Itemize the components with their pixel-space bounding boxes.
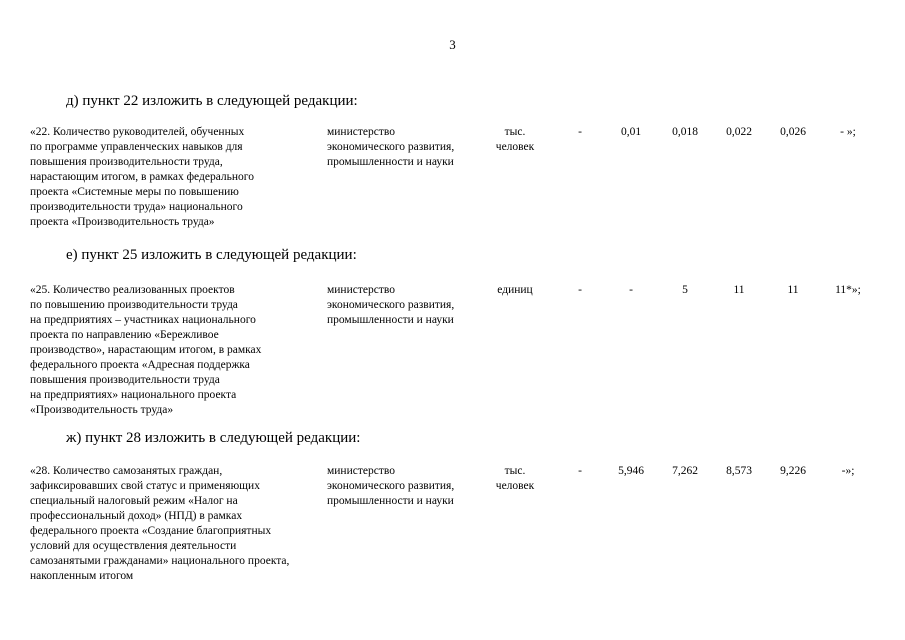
value-cell: 0,01: [620, 126, 642, 138]
value-cell: 0,018: [672, 126, 698, 138]
unit-of-measure: единиц: [497, 284, 533, 296]
unit-of-measure: тыс. человек: [495, 126, 535, 153]
indicator-name: «28. Количество самозанятых граждан, зафиксировавших свой статус и применяющих специальный налоговый режим «Налог на профессиональный доход» (НПД) в рамках федерального проекта «Создание благоприятных условий для осуществления деятельности самозанятыми гражданами» национального проекта, накопленным итогом: [30, 465, 290, 582]
value-cell: -»;: [841, 465, 855, 477]
value-cell: 5,946: [618, 465, 644, 477]
value-cell: -: [578, 126, 582, 138]
section-heading-22: д) пункт 22 изложить в следующей редакции:: [66, 93, 358, 109]
value-cell: -: [578, 465, 582, 477]
value-cell: 7,262: [672, 465, 698, 477]
value-cell: 11*»;: [835, 284, 861, 296]
value-cell: 8,573: [726, 465, 752, 477]
responsible-body: министерство экономического развития, промышленности и науки: [327, 126, 455, 168]
section-heading-25: е) пункт 25 изложить в следующей редакции:: [66, 247, 357, 263]
section-heading-28: ж) пункт 28 изложить в следующей редакции:: [66, 430, 361, 446]
indicator-name: «25. Количество реализованных проектов по повышению производительности труда на предприятиях – участниках национального проекта по направлению «Бережливое производство», нарастающим итогом, в рамках федерального проекта «Адресная поддержка повышения производительности труда на предприятиях» национального проекта «Производительность труда»: [30, 284, 262, 416]
value-cell: 5: [682, 284, 688, 296]
page-number: 3: [449, 37, 456, 52]
value-cell: 9,226: [780, 465, 806, 477]
unit-of-measure: тыс. человек: [495, 465, 535, 492]
responsible-body: министерство экономического развития, промышленности и науки: [327, 465, 455, 507]
value-cell: -: [629, 284, 633, 296]
responsible-body: министерство экономического развития, промышленности и науки: [327, 284, 455, 326]
value-cell: -: [578, 284, 582, 296]
value-cell: - »;: [840, 126, 856, 138]
value-cell: 11: [787, 284, 799, 296]
value-cell: 11: [733, 284, 745, 296]
value-cell: 0,022: [726, 126, 752, 138]
value-cell: 0,026: [780, 126, 806, 138]
indicator-name: «22. Количество руководителей, обученных по программе управленческих навыков для повышения производительности труда, нарастающим итогом, в рамках федерального проекта «Системные меры по повышению производительности труда» национального проекта «Производительность труда»: [30, 126, 254, 228]
